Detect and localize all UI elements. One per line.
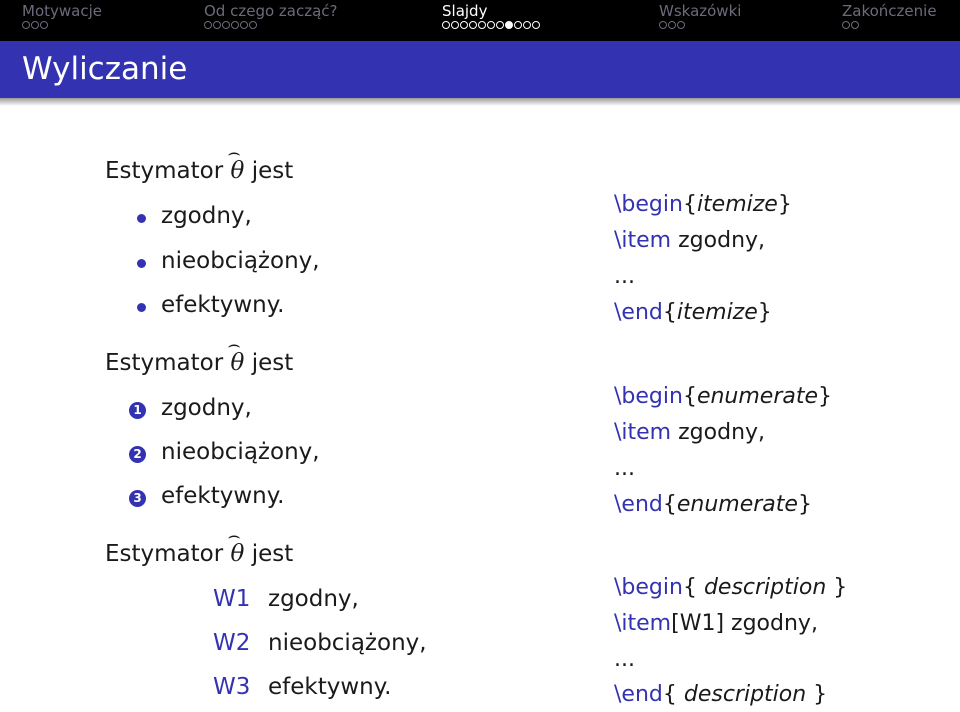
nav-frame-dots[interactable] [22,21,102,33]
code-ellipsis: ... [614,647,635,672]
description-label: W1 [213,586,251,612]
intro-suffix: jest [251,350,294,376]
nav-frame-dots[interactable] [659,21,741,33]
nav-frame-dot-icon[interactable] [659,21,667,29]
nav-frame-dot-icon[interactable] [204,21,212,29]
code-env-name: enumerate [696,384,819,409]
nav-frame-dot-icon[interactable] [249,21,257,29]
theta-hat-symbol [227,523,245,567]
code-item-text: zgodny, [731,611,818,636]
description-label: W2 [213,630,251,656]
code-command: \end [614,300,663,325]
nav-frame-dot-icon[interactable] [22,21,30,29]
frame-title-bar [0,41,960,98]
code-end-description: \end{ description } [614,682,828,707]
hat-accent: ⌢ [227,140,241,164]
nav-frame-dot-icon[interactable] [222,21,230,29]
code-command: \end [614,492,663,517]
nav-frame-dot-icon[interactable] [496,21,504,29]
theta: θ [230,350,245,376]
nav-frame-dots[interactable] [442,21,541,33]
intro-prefix: Estymator [105,541,224,567]
code-item-itemize [614,228,765,253]
code-item-description [614,611,818,636]
description-item: zgodny, [268,586,359,612]
description-item: efektywny. [268,674,392,700]
nav-frame-dot-icon[interactable] [231,21,239,29]
code-env-name: itemize [676,300,758,325]
code-command: \end [614,682,663,707]
nav-section-label: Od czego zacząć? [204,2,338,20]
code-env-name: enumerate [676,492,798,517]
title-shadow [0,98,960,106]
code-ellipsis: ... [614,456,635,481]
theta: θ [230,158,245,184]
intro-line-enumerate [105,332,294,376]
code-command: \begin [614,384,683,409]
code-command: \item [614,228,672,253]
intro-suffix: jest [251,158,294,184]
intro-prefix: Estymator [105,350,224,376]
code-command: \begin [614,192,683,217]
code-item-option: [W1] [671,611,725,636]
hat-accent: ⌢ [227,523,241,547]
frame-title: Wyliczanie [22,51,188,87]
nav-frame-dot-icon[interactable] [213,21,221,29]
code-command: \begin [614,575,683,600]
theta-hat-symbol [227,332,245,376]
nav-frame-dot-icon[interactable] [487,21,495,29]
nav-frame-dot-icon[interactable] [478,21,486,29]
nav-frame-dot-icon[interactable] [842,21,850,29]
nav-frame-dots[interactable] [204,21,338,33]
description-label: W3 [213,674,251,700]
nav-frame-dot-icon[interactable] [442,21,450,29]
nav-frame-dots[interactable] [842,21,937,33]
intro-line-description [105,523,294,567]
nav-section-slajdy[interactable] [442,2,541,33]
enumerate-item: nieobciążony, [161,439,320,465]
code-item-text: zgodny, [678,420,766,445]
enumerate-item: efektywny. [161,483,285,509]
nav-section-od-czego-zaczac[interactable] [204,2,338,33]
code-command: \item [614,420,672,445]
enumerate-number-badge: 2 [129,446,146,463]
code-begin-description: \begin{ description } [614,575,848,600]
nav-frame-dot-icon[interactable] [460,21,468,29]
itemize-item: zgodny, [161,203,252,229]
enumerate-number-badge: 3 [129,490,146,507]
nav-frame-dot-icon[interactable] [668,21,676,29]
nav-frame-dot-icon[interactable] [505,21,513,29]
enumerate-item: zgodny, [161,395,252,421]
nav-frame-dot-icon[interactable] [31,21,39,29]
code-ellipsis: ... [614,264,635,289]
code-item-enumerate [614,420,765,445]
code-env-name: description [703,575,827,600]
intro-suffix: jest [251,541,294,567]
nav-frame-dot-icon[interactable] [240,21,248,29]
code-begin-enumerate: \begin{enumerate} [614,384,833,409]
code-end-itemize: \end{itemize} [614,300,772,325]
nav-frame-dot-icon[interactable] [523,21,531,29]
code-item-text: zgodny, [678,228,766,253]
nav-frame-dot-icon[interactable] [677,21,685,29]
code-env-name: description [683,682,807,707]
nav-section-wskazowki[interactable] [659,2,741,33]
intro-line-itemize [105,140,294,184]
bullet-icon [137,259,146,268]
code-env-name: itemize [696,192,778,217]
nav-frame-dot-icon[interactable] [514,21,522,29]
theta: θ [230,541,245,567]
theta-hat-symbol [227,140,245,184]
enumerate-number-badge: 1 [129,402,146,419]
nav-section-label: Wskazówki [659,2,742,20]
intro-prefix: Estymator [105,158,224,184]
code-end-enumerate: \end{enumerate} [614,492,812,517]
code-command: \item [614,611,672,636]
nav-frame-dot-icon[interactable] [40,21,48,29]
nav-section-label: Zakończenie [842,2,937,20]
code-begin-itemize: \begin{itemize} [614,192,792,217]
bullet-icon [137,214,146,223]
nav-frame-dot-icon[interactable] [851,21,859,29]
hat-accent: ⌢ [227,332,241,356]
navigation-bar [0,0,960,41]
nav-section-motywacje[interactable] [22,2,102,33]
nav-frame-dot-icon[interactable] [469,21,477,29]
itemize-item: efektywny. [161,292,285,318]
nav-frame-dot-icon[interactable] [532,21,540,29]
description-item: nieobciążony, [268,630,427,656]
nav-section-label: Slajdy [442,2,488,20]
nav-section-label: Motywacje [22,2,102,20]
nav-frame-dot-icon[interactable] [451,21,459,29]
bullet-icon [137,303,146,312]
nav-section-zakonczenie[interactable] [842,2,937,33]
itemize-item: nieobciążony, [161,248,320,274]
